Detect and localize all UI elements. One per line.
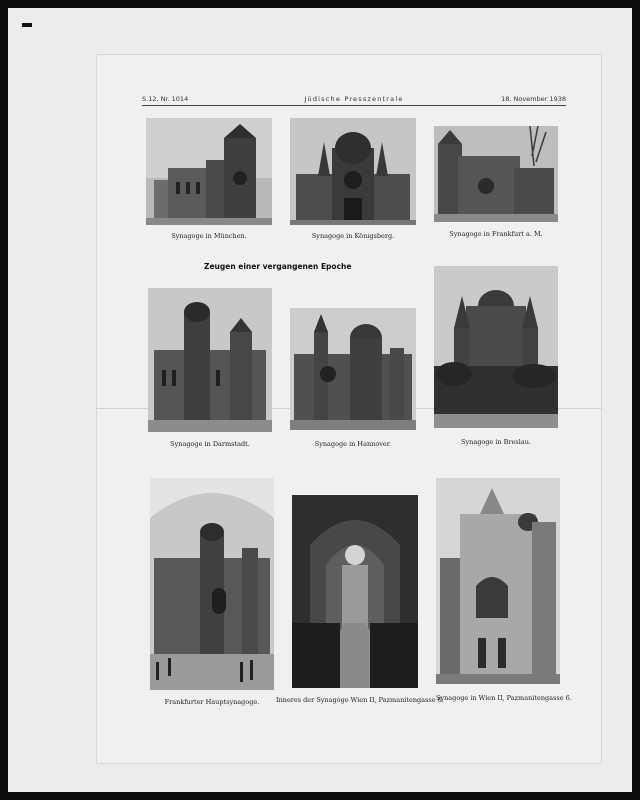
page-header — [142, 94, 566, 106]
photo-frankfurt-hauptsynagoge — [150, 478, 274, 690]
issue-date: 18. November 1938 — [501, 95, 566, 103]
photo-interior-vienna — [292, 495, 418, 688]
newspaper-page — [96, 54, 602, 764]
caption-darmstadt: Synagoge in Darmstadt. — [170, 440, 250, 448]
photo-synagogue-hannover — [290, 308, 416, 430]
caption-interior-vienna: Inneres der Synagoge Wien II, Pazmanitengasse 6. — [276, 696, 444, 704]
page-headline: Zeugen einer vergangenen Epoche — [204, 262, 352, 271]
caption-breslau: Synagoge in Breslau. — [461, 438, 531, 446]
photo-synagogue-munich — [146, 118, 272, 225]
caption-koenigsberg: Synagoge in Königsberg. — [311, 232, 395, 240]
issue-number: S.12, Nr. 1014 — [142, 95, 189, 103]
caption-vienna: Synagoge in Wien II, Pazmanitengasse 6. — [436, 694, 572, 702]
caption-frankfurt-hauptsynagoge: Frankfurter Hauptsynagoge. — [164, 698, 260, 706]
photo-synagogue-breslau — [434, 266, 558, 428]
caption-frankfurt: Synagoge in Frankfurt a. M. — [449, 230, 543, 238]
photo-synagogue-frankfurt — [434, 126, 558, 222]
corner-mark — [22, 23, 32, 27]
photo-synagogue-vienna — [436, 478, 560, 684]
caption-munich: Synagoge in München. — [171, 232, 247, 240]
publication-title: Jüdische Presszentrale — [304, 95, 404, 103]
caption-hannover: Synagoge in Hannover. — [314, 440, 392, 448]
photo-mount — [8, 8, 632, 792]
photo-synagogue-koenigsberg — [290, 118, 416, 225]
photo-synagogue-darmstadt — [148, 288, 272, 432]
